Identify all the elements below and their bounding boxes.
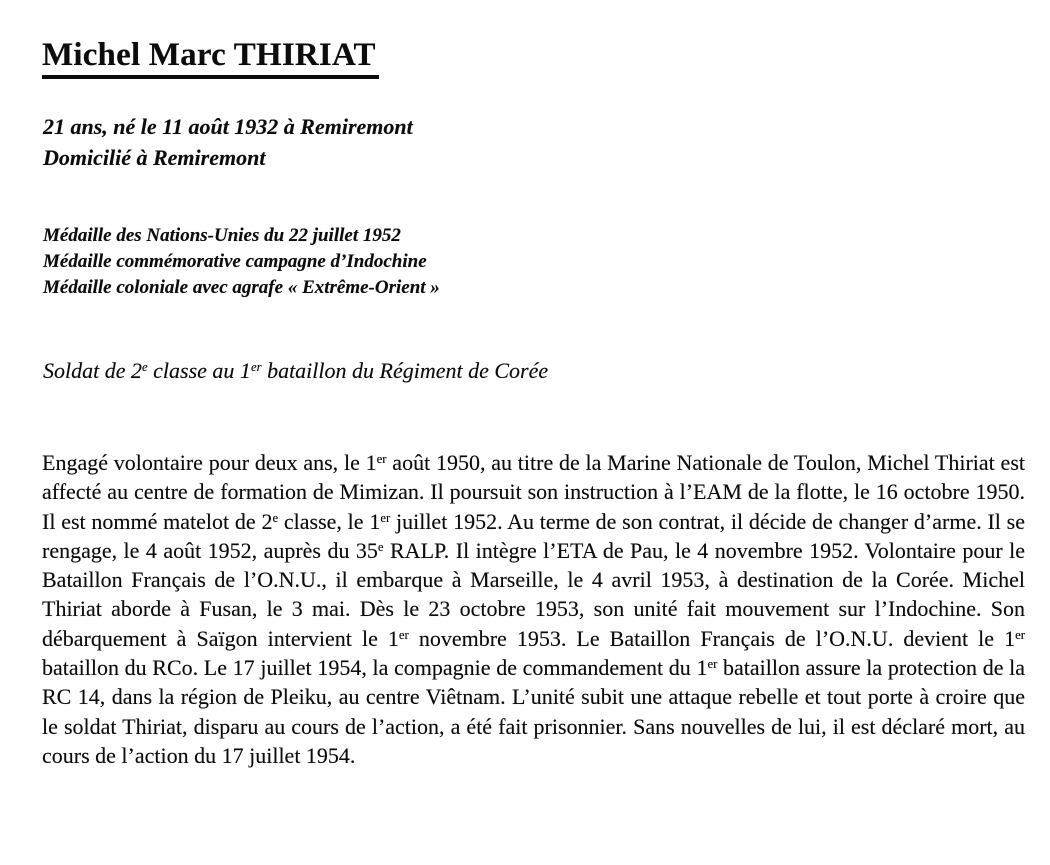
medal-line-indochina: Médaille commémorative campagne d’Indochine [43, 251, 427, 272]
medal-line-colonial: Médaille coloniale avec agrafe « Extrême-Orient » [43, 277, 440, 298]
body-paragraph: Engagé volontaire pour deux ans, le 1er août 1950, au titre de la Marine Nationale de Toulon, Michel Thiriat est affecté au centre de formation de Mimizan. Il poursuit son instruction à l’EAM de la flotte, le 16 octobre 1950. Il est nommé matelot de 2e classe, le 1er juillet 1952. Au terme de son contrat, il décide de changer d’arme. Il se rengage, le 4 août 1952, auprès du 35e RALP. Il intègre l’ETA de Pau, le 4 novembre 1952. Volontaire pour le Bataillon Français de l’O.N.U., il embarque à Marseille, le 4 avril 1953, à destination de la Corée. Michel Thiriat aborde à Fusan, le 3 mai. Dès le 23 octobre 1953, son unité fait mouvement sur l’Indochine. Son débarquement à Saïgon intervient le 1er novembre 1953. Le Bataillon Français de l’O.N.U. devient le 1er bataillon du RCo. Le 17 juillet 1954, la compagnie de commandement du 1er bataillon assure la protection de la RC 14, dans la région de Pleiku, au centre Viêtnam. L’unité subit une attaque rebelle et tout porte à croire que le soldat Thiriat, disparu au cours de l’action, a été fait prisonnier. Sans nouvelles de lui, il est déclaré mort, au cours de l’action du 17 juillet 1954. [42, 450, 1026, 768]
identity-line-residence: Domicilié à Remiremont [43, 145, 266, 170]
identity-block [43, 111, 1025, 173]
medal-line-united-nations: Médaille des Nations-Unies du 22 juillet 1952 [43, 225, 401, 246]
document-title-text: Michel Marc THIRIAT [42, 36, 379, 79]
document-title [42, 36, 1025, 79]
identity-line-age-birth: 21 ans, né le 11 août 1932 à Remiremont [43, 114, 413, 139]
medals-block [43, 223, 1025, 301]
rank-line: Soldat de 2e classe au 1er bataillon du Régiment de Corée [43, 358, 549, 383]
document-page [0, 36, 1050, 865]
